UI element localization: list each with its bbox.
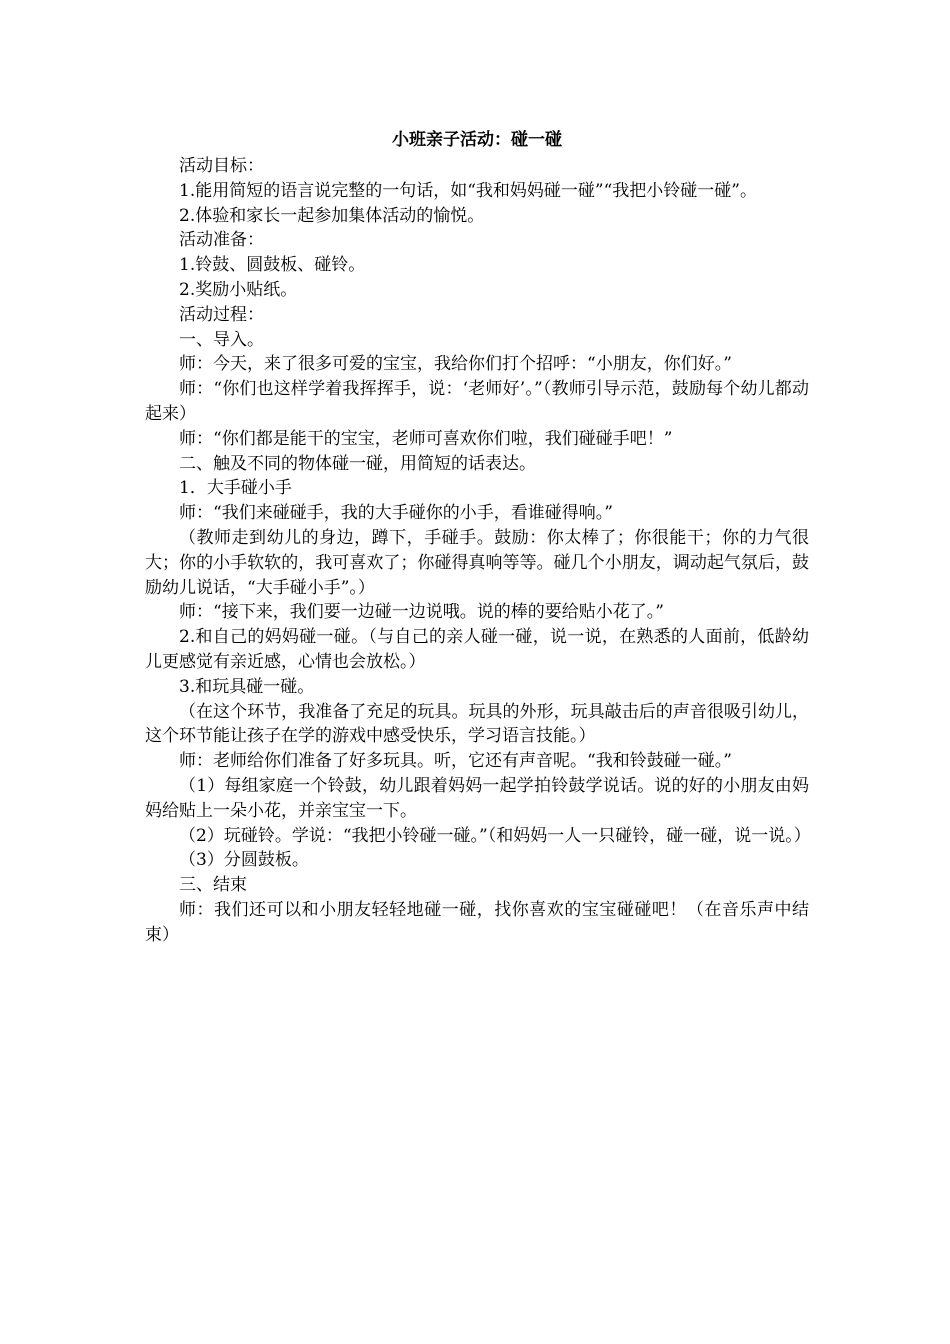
paragraph: 三、结束 xyxy=(179,875,247,896)
document-body xyxy=(145,154,809,948)
document-title: 小班亲子活动：碰一碰 xyxy=(392,130,562,150)
document-page xyxy=(145,124,809,948)
paragraph: 1.铃鼓、圆鼓板、碰铃。 xyxy=(179,255,366,276)
paragraph: （在这个环节，我准备了充足的玩具。玩具的外形，玩具敲击后的声音很吸引幼儿，这个环节能让孩子在学的游戏中感受快乐，学习语言技能。） xyxy=(145,701,809,747)
paragraph: 师：“我们来碰碰手，我的大手碰你的小手，看谁碰得响。” xyxy=(179,503,613,524)
paragraph: 2.体验和家长一起参加集体活动的愉悦。 xyxy=(179,205,485,226)
paragraph: 1．大手碰小手 xyxy=(179,478,292,499)
paragraph: （2）玩碰铃。学说：“我把小铃碰一碰。”（和妈妈一人一只碰铃，碰一碰，说一说。） xyxy=(179,825,811,846)
paragraph: 2.和自己的妈妈碰一碰。（与自己的亲人碰一碰，说一说，在熟悉的人面前，低龄幼儿更感觉有亲近感，心情也会放松。） xyxy=(145,627,809,672)
paragraph: 师：“你们都是能干的宝宝，老师可喜欢你们啦，我们碰碰手吧！” xyxy=(179,428,673,449)
paragraph: 活动过程： xyxy=(179,304,264,325)
paragraph: （3）分圆鼓板。 xyxy=(179,850,309,871)
paragraph: 师：今天，来了很多可爱的宝宝，我给你们打个招呼：“小朋友，你们好。” xyxy=(179,354,732,375)
paragraph: （教师走到幼儿的身边，蹲下，手碰手。鼓励：你太棒了；你很能干；你的力气很大；你的小手软软的，我可喜欢了；你碰得真响等等。碰几个小朋友，调动起气氛后，鼓励幼儿说话，“大手碰小手”。） xyxy=(145,527,809,598)
paragraph: （1）每组家庭一个铃鼓，幼儿跟着妈妈一起学拍铃鼓学说话。说的好的小朋友由妈妈给贴上一朵小花，并亲宝宝一下。 xyxy=(145,775,809,821)
paragraph: 师：我们还可以和小朋友轻轻地碰一碰，找你喜欢的宝宝碰碰吧！（在音乐声中结束） xyxy=(145,899,809,945)
paragraph: 师：“接下来，我们要一边碰一边说哦。说的棒的要给贴小花了。” xyxy=(179,602,664,623)
paragraph: 活动准备： xyxy=(179,230,264,251)
paragraph: 2.奖励小贴纸。 xyxy=(179,279,298,300)
paragraph: 一、导入。 xyxy=(179,329,264,350)
paragraph: 活动目标： xyxy=(179,156,264,176)
paragraph: 师：老师给你们准备了好多玩具。听，它还有声音呢。“我和铃鼓碰一碰。” xyxy=(179,751,732,772)
paragraph: 1.能用简短的语言说完整的一句话，如“我和妈妈碰一碰”“我把小铃碰一碰”。 xyxy=(179,180,757,201)
paragraph: 师：“你们也这样学着我挥挥手，说：‘老师好’。”（教师引导示范，鼓励每个幼儿都动起来） xyxy=(145,379,809,424)
paragraph: 3.和玩具碰一碰。 xyxy=(179,676,315,697)
paragraph: 二、触及不同的物体碰一碰，用简短的话表达。 xyxy=(179,453,536,474)
